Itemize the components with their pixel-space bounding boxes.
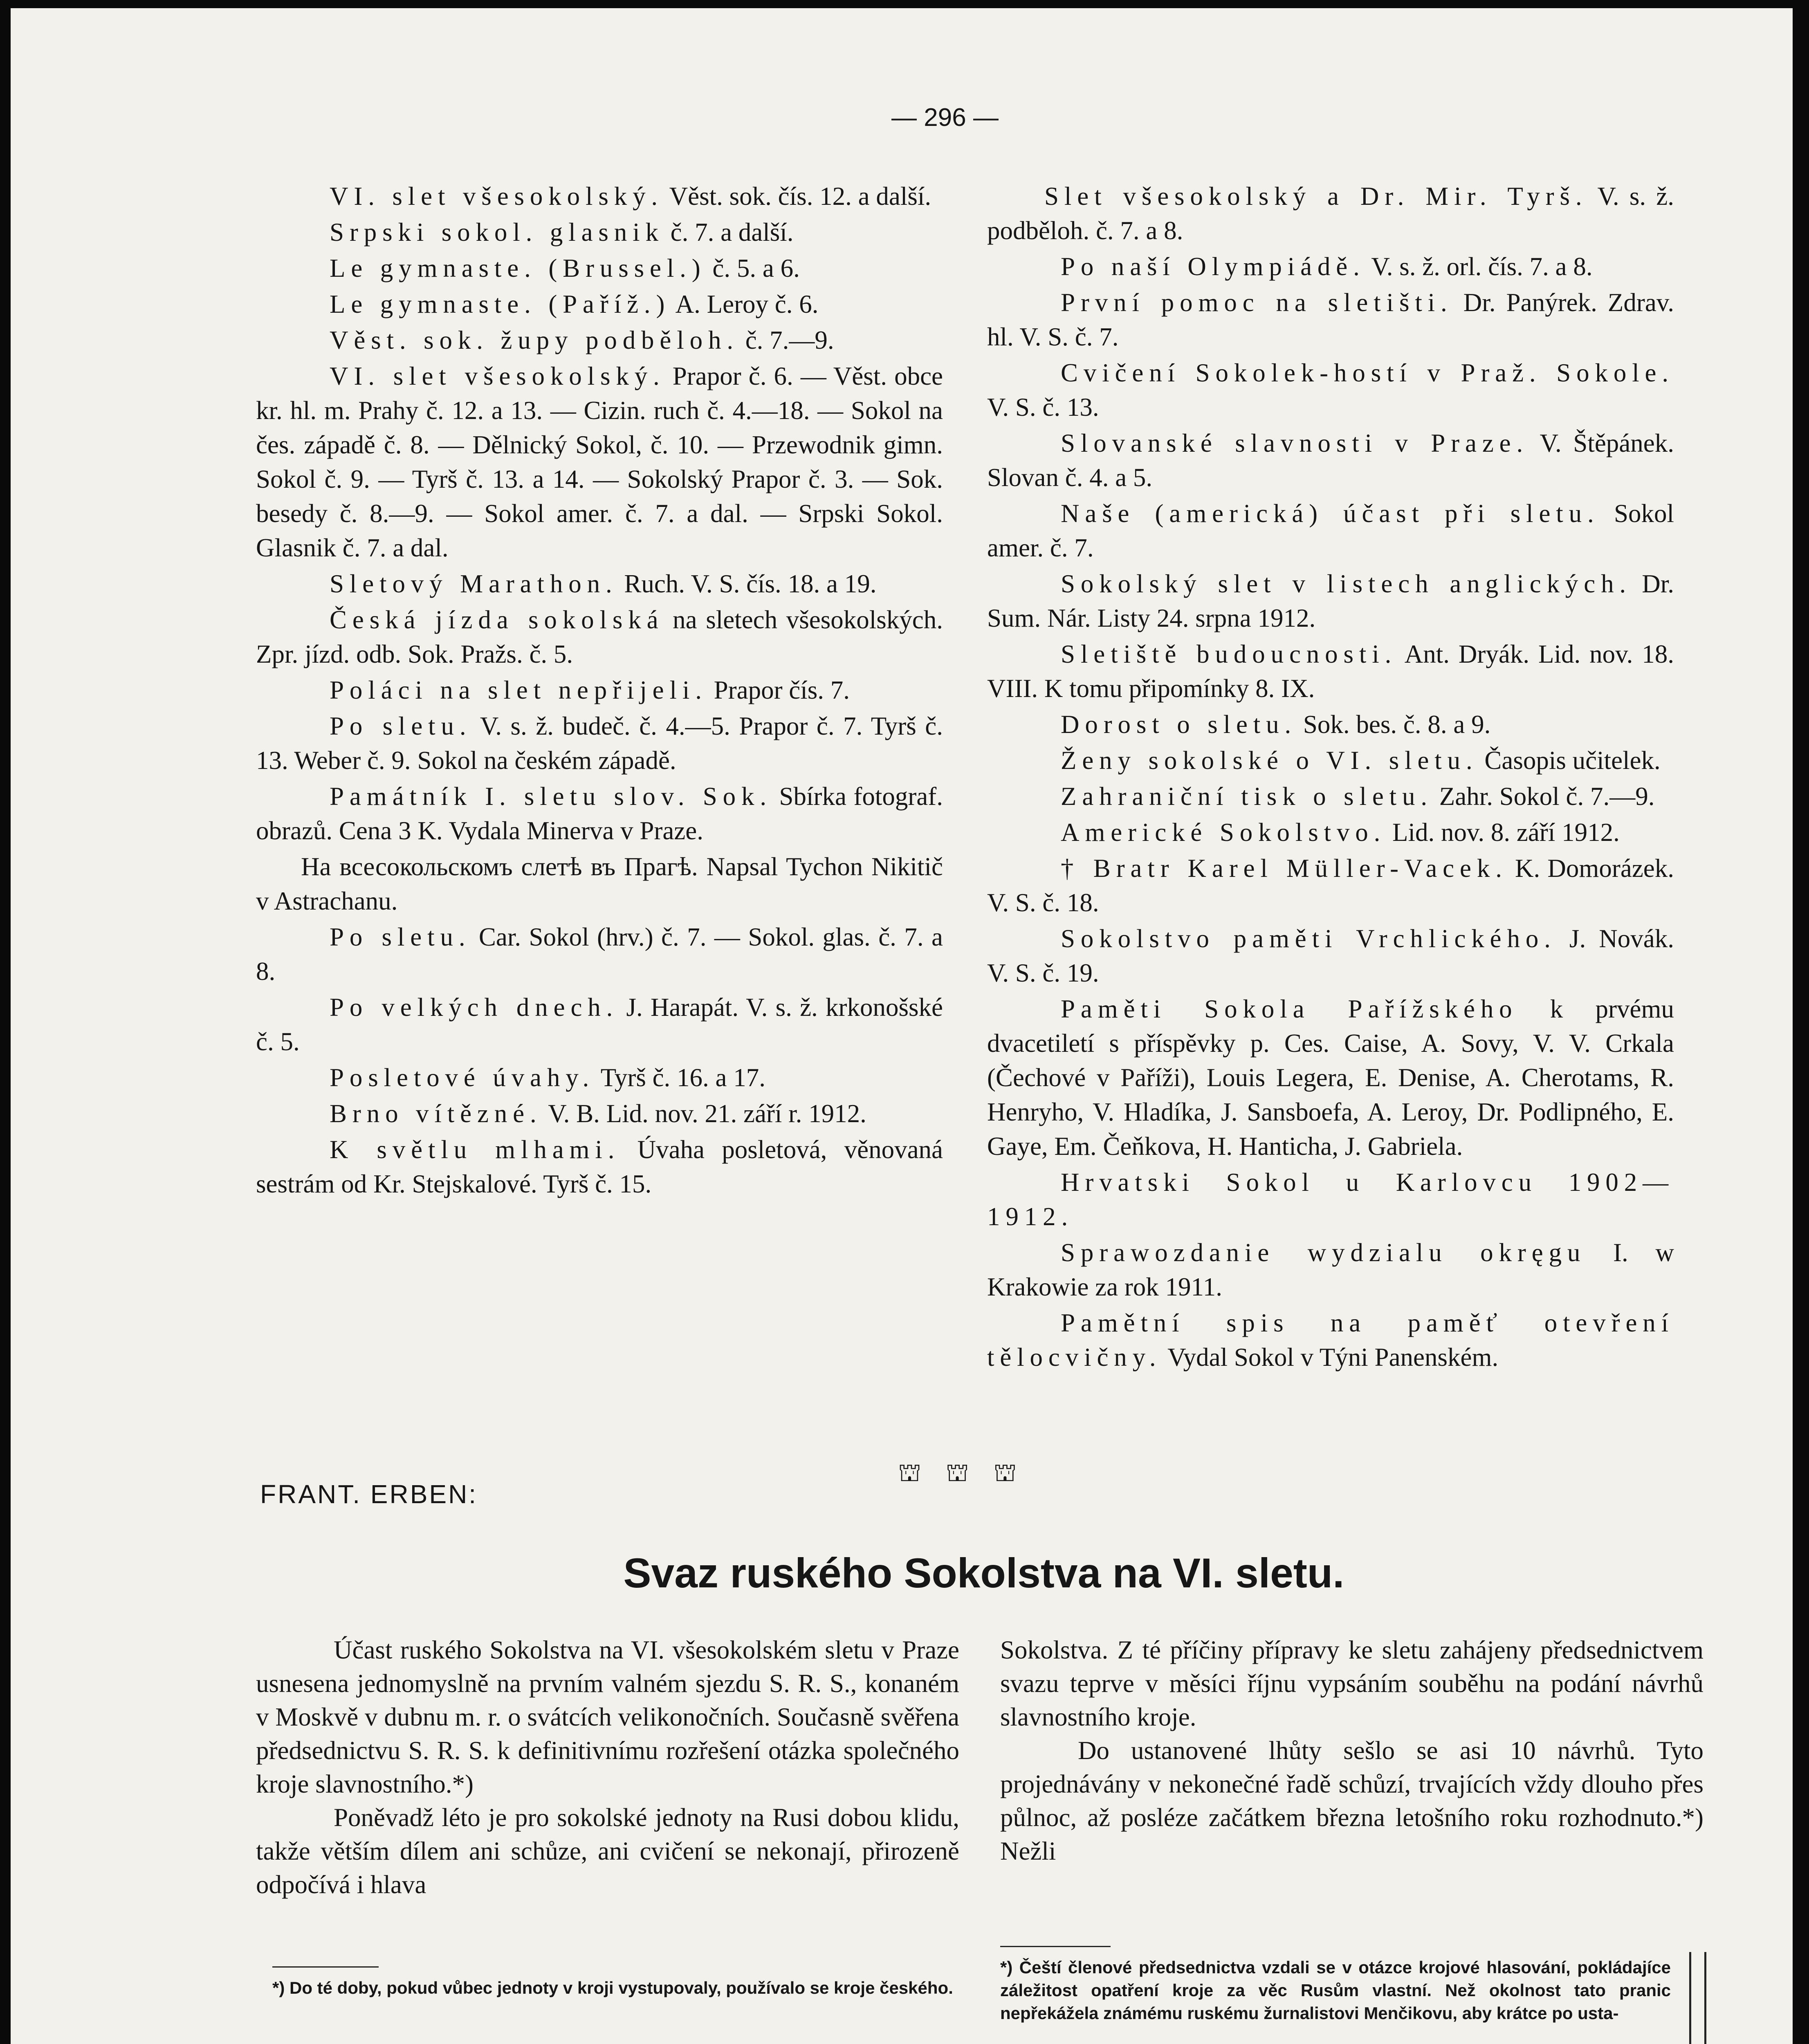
- section-ornament: ⛫ ⛫ ⛫: [898, 1457, 1025, 1487]
- article-title: Svaz ruského Sokolstva na VI. sletu.: [623, 1550, 1344, 1596]
- article-paragraph: Do ustanovené lhůty sešlo se asi 10 návrhů. Tyto projednávány v nekonečné řadě schůzí, trvajících vždy dlouho přes půlnoc, až posléze začátkem března letošního roku rozhodnuto.*) Nežli: [1000, 1736, 1704, 1865]
- footnote: *) Čeští členové předsednictva vzdali se v otázce krojové hlasování, pokládajíce záležitost opatření kroje za věc Rusům vlastní. Než okolnost tato pranic nepřekážela známému ruskému žurnalistovi Menčikovu, aby krátce po usta-: [1000, 1958, 1671, 2023]
- bibliography-entry: Sletiště budoucnosti. Ant. Dryák. Lid. nov. 18. VIII. K tomu připomínky 8. IX.: [987, 640, 1674, 703]
- bibliography-entry: Zahraniční tisk o sletu. Zahr. Sokol č. 7.—9.: [1061, 782, 1655, 811]
- bibliography-entry: Cvičení Sokolek-hostí v Praž. Sokole. V. S. č. 13.: [987, 359, 1674, 421]
- bibliography-entry: Dorost o sletu. Sok. bes. č. 8. a 9.: [1061, 710, 1491, 739]
- margin-bracket: [1689, 1952, 1706, 2044]
- bibliography-entry: † Bratr Karel Müller-Vacek. K. Domorázek. V. S. č. 18.: [987, 854, 1674, 917]
- article-right-column: [1000, 1633, 1704, 1868]
- bibliography-entry: VI. slet všesokolský. Prapor č. 6. — Věst. obce kr. hl. m. Prahy č. 12. a 13. — Cizin. ruch č. 4.—18. — Sokol na čes. západě č. 8. — Dělnický Sokol, č. 10. — Przewodnik gimn. Sokol č. 9. — Tyrš č. 13. a 14. — Sokolský Prapor č. 3. — Sok. besedy č. 8.—9. — Sokol amer. č. 7. a dal. — Srpski Sokol. Glasnik č. 7. a dal.: [256, 362, 943, 562]
- bibliography-entry: Americké Sokolstvo. Lid. nov. 8. září 1912.: [1061, 818, 1620, 847]
- article-paragraph: Účast ruského Sokolstva na VI. všesokolském sletu v Praze usnesena jednomyslně na prvním valném sjezdu S. R. S., konaném v Moskvě v dubnu m. r. o svátcích velikonočních. Současně svěřena předsednictvu S. R. S. k definitivnímu rozřešení otázka společného kroje slavnostního.*): [256, 1636, 959, 1798]
- bibliography-entry: K světlu mlhami. Úvaha posletová, věnovaná sestrám od Kr. Stejskalové. Tyrš č. 15.: [256, 1135, 943, 1198]
- bibliography-entry: Paměti Sokola Pařížského k prvému dvacetiletí s příspěvky p. Ces. Caise, A. Sovy, V. V. Crkala (Čechové v Paříži), Louis Legera, E. Denise, A. Cherotams, R. Henryho, V. Hladíka, J. Sansboefa, A. Leroy, Dr. Podlipného, E. Gaye, Em. Čeňkova, H. Hanticha, J. Gabriela.: [987, 995, 1674, 1161]
- bibliography-entry: Po naší Olympiádě. V. s. ž. orl. čís. 7. a 8.: [1061, 252, 1593, 281]
- bibliography-entry: Po sletu. V. s. ž. budeč. č. 4.—5. Prapor č. 7. Tyrš č. 13. Weber č. 9. Sokol na českém západě.: [256, 712, 943, 775]
- bibliography-entry: Le gymnaste. (Brussel.) č. 5. a 6.: [330, 254, 800, 282]
- footnote: *) Do té doby, pokud vůbec jednoty v kroji vystupovaly, používalo se kroje českého.: [272, 1978, 953, 1997]
- bibliography-entry: На всесокольскомъ слетѣ въ Прагѣ. Napsal Tychon Nikitič v Astrachanu.: [256, 852, 943, 915]
- bibliography-entry: Slovanské slavnosti v Praze. V. Štěpánek. Slovan č. 4. a 5.: [987, 429, 1674, 492]
- bibliography-entry: Pamětní spis na paměť otevření tělocvičny. Vydal Sokol v Týni Panenském.: [987, 1309, 1674, 1372]
- bibliography-entry: Srpski sokol. glasnik č. 7. a další.: [330, 218, 794, 247]
- footnote-rule: [272, 1966, 379, 1968]
- bibliography-entry: Hrvatski Sokol u Karlovcu 1902—1912.: [987, 1168, 1674, 1231]
- bibliography-entry: Česká jízda sokolská na sletech všesokolských. Zpr. jízd. odb. Sok. Pražs. č. 5.: [256, 605, 943, 668]
- bibliography-entry: Slet všesokolský a Dr. Mir. Tyrš. V. s. ž. podběloh. č. 7. a 8.: [987, 182, 1674, 245]
- bibliography-entry: Po sletu. Car. Sokol (hrv.) č. 7. — Sokol. glas. č. 7. a 8.: [256, 923, 943, 986]
- bibliography-entry: Posletové úvahy. Tyrš č. 16. a 17.: [330, 1063, 766, 1092]
- bibliography-right-column: [987, 179, 1674, 1376]
- article-paragraph: Sokolstva. Z té příčiny přípravy ke sletu zahájeny předsednictvem svazu teprve v měsíci říjnu vypsáním souběhu na podání návrhů slavnostního kroje.: [1000, 1636, 1704, 1731]
- bibliography-entry: Sokolstvo paměti Vrchlického. J. Novák. V. S. č. 19.: [987, 924, 1674, 987]
- page-number: — 296 —: [891, 103, 999, 132]
- bibliography-entry: Le gymnaste. (Paříž.) A. Leroy č. 6.: [330, 290, 819, 318]
- bibliography-entry: Památník I. sletu slov. Sok. Sbírka fotograf. obrazů. Cena 3 K. Vydala Minerva v Praze.: [256, 782, 943, 845]
- bibliography-entry: Poláci na slet nepřijeli. Prapor čís. 7.: [330, 676, 850, 704]
- bibliography-entry: Věst. sok. župy podběloh. č. 7.—9.: [330, 326, 834, 354]
- bibliography-entry: Naše (americká) účast při sletu. Sokol amer. č. 7.: [987, 499, 1674, 562]
- bibliography-entry: Sprawozdanie wydzialu okręgu I. w Krakowie za rok 1911.: [987, 1238, 1674, 1301]
- bibliography-entry: Sletový Marathon. Ruch. V. S. čís. 18. a 19.: [330, 569, 877, 598]
- footnote-rule: [1000, 1946, 1111, 1947]
- page: [11, 8, 1793, 2044]
- bibliography-entry: První pomoc na sletišti. Dr. Panýrek. Zdrav. hl. V. S. č. 7.: [987, 288, 1674, 351]
- bibliography-entry: VI. slet všesokolský. Věst. sok. čís. 12. a další.: [330, 182, 931, 211]
- article-left-column: [256, 1633, 959, 1901]
- bibliography-entry: Brno vítězné. V. B. Lid. nov. 21. září r. 1912.: [330, 1099, 866, 1128]
- bibliography-entry: Sokolský slet v listech anglických. Dr. Sum. Nár. Listy 24. srpna 1912.: [987, 569, 1674, 632]
- article-author: FRANT. ERBEN:: [260, 1479, 478, 1509]
- bibliography-entry: Po velkých dnech. J. Harapát. V. s. ž. krkonošské č. 5.: [256, 993, 943, 1056]
- bibliography-entry: Ženy sokolské o VI. sletu. Časopis učitelek.: [1061, 746, 1661, 775]
- bibliography-left-column: [256, 179, 943, 1203]
- article-paragraph: Poněvadž léto je pro sokolské jednoty na Rusi dobou klidu, takže větším dílem ani schůze, ani cvičení se nekonají, přirozeně odpočívá i hlava: [256, 1803, 959, 1899]
